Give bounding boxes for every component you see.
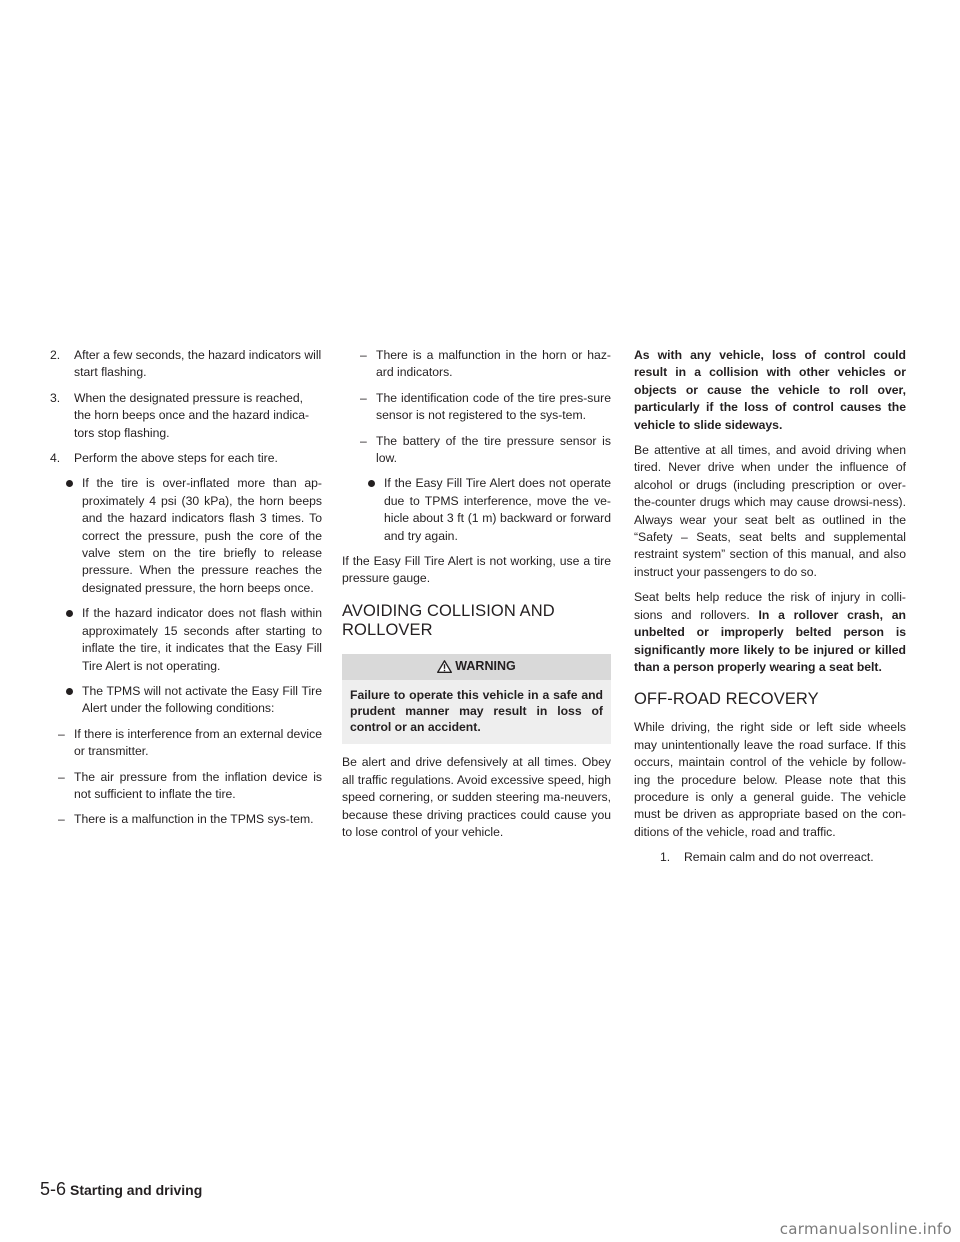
section-heading: OFF-ROAD RECOVERY bbox=[634, 690, 819, 709]
paragraph-text: Seat belts help reduce the risk of injury in colli-sions and rollovers. bbox=[634, 590, 906, 622]
paragraph: If the Easy Fill Tire Alert is not working, use a tire pressure gauge. bbox=[342, 554, 611, 586]
step-text: After a few seconds, the hazard indicators will start flashing. bbox=[74, 348, 322, 380]
bullet-icon bbox=[66, 480, 73, 487]
step-number: 3. bbox=[50, 390, 61, 405]
dash-text: The identification code of the tire pres-sure sensor is not registered to the sys-tem. bbox=[376, 390, 611, 423]
dash-item bbox=[40, 811, 322, 828]
list-item bbox=[40, 475, 322, 597]
step-1 bbox=[634, 849, 906, 866]
bullet-text: If the Easy Fill Tire Alert does not operate due to TPMS interference, move the ve-hicle about 3 ft (1 m) backward or forward and try again. bbox=[384, 476, 611, 543]
dash-text: There is a malfunction in the horn or haz-ard indicators. bbox=[376, 348, 611, 380]
step-text: Remain calm and do not overreact. bbox=[684, 850, 874, 865]
dash-text: The battery of the tire pressure sensor is low. bbox=[376, 433, 611, 466]
column-1 bbox=[40, 347, 322, 837]
bullet-icon bbox=[368, 480, 375, 487]
bold-paragraph: As with any vehicle, loss of control could result in a collision with other vehicles or objects or cause the vehicle to roll over, particularly if the loss of control causes the vehicle to slide sideways. bbox=[634, 348, 906, 432]
dash-mark: – bbox=[360, 348, 367, 362]
dash-item bbox=[342, 347, 611, 382]
page-footer bbox=[40, 1181, 202, 1200]
bullet-text: If the hazard indicator does not flash within approximately 15 seconds after starting to inflate the tire, it indicates that the Easy Fill Tire Alert is not operating. bbox=[82, 606, 322, 673]
step-4 bbox=[40, 450, 322, 467]
heading-line: AVOIDING COLLISION AND bbox=[342, 601, 555, 620]
paragraph bbox=[634, 589, 906, 676]
step-2 bbox=[40, 347, 322, 382]
dash-mark: – bbox=[58, 726, 65, 741]
warning-header bbox=[342, 654, 611, 680]
step-number: 2. bbox=[50, 348, 61, 362]
warning-icon bbox=[437, 660, 452, 673]
dash-item bbox=[40, 726, 322, 761]
bullet-icon bbox=[66, 610, 73, 617]
dash-mark: – bbox=[58, 812, 65, 827]
watermark: carmanualsonline.info bbox=[779, 1219, 952, 1238]
bullet-icon bbox=[66, 688, 73, 695]
list-item bbox=[40, 683, 322, 718]
step-text: Perform the above steps for each tire. bbox=[74, 451, 278, 466]
section-title: Starting and driving bbox=[70, 1182, 203, 1198]
heading-line: ROLLOVER bbox=[342, 620, 433, 639]
dash-item bbox=[342, 390, 611, 425]
dash-text: The air pressure from the inflation device is not sufficient to inflate the tire. bbox=[74, 769, 322, 801]
column-2 bbox=[342, 347, 611, 850]
list-item bbox=[342, 475, 611, 545]
dash-mark: – bbox=[360, 390, 367, 405]
dash-text: There is a malfunction in the TPMS sys-tem. bbox=[74, 812, 314, 827]
dash-mark: – bbox=[360, 433, 367, 448]
step-text: When the designated pressure is reached, the horn beeps once and the hazard indica-tors stop flashing. bbox=[74, 390, 310, 440]
section-heading bbox=[342, 602, 611, 640]
warning-body: Failure to operate this vehicle in a safe and prudent manner may result in loss of control or an accident. bbox=[342, 680, 611, 745]
dash-item bbox=[342, 433, 611, 468]
step-3 bbox=[40, 390, 322, 442]
warning-label: WARNING bbox=[455, 659, 516, 674]
step-number: 1. bbox=[660, 850, 671, 865]
paragraph: Be attentive at all times, and avoid driving when tired. Never drive when under the influence of alcohol or drugs (including prescription or over-the-counter drugs which may cause drowsi-ness). Always wear your seat belt as outlined in the “Safety – Seats, seat belts and supplemental restraint system” section of this manual, and also instruct your passengers to do so. bbox=[634, 443, 906, 579]
dash-item bbox=[40, 769, 322, 804]
bullet-text: The TPMS will not activate the Easy Fill Tire Alert under the following conditions: bbox=[82, 683, 322, 716]
page-number: 5-6 bbox=[40, 1179, 67, 1199]
paragraph: Be alert and drive defensively at all times. Obey all traffic regulations. Avoid excessive speed, high speed cornering, or sudden steering ma-neuvers, because these driving practices could cause you to lose control of your vehicle. bbox=[342, 755, 611, 840]
dash-mark: – bbox=[58, 769, 65, 784]
dash-text: If there is interference from an external device or transmitter. bbox=[74, 726, 322, 759]
paragraph-bold-text: In a rollover crash, an unbelted or improperly belted person is significantly more likely to be injured or killed than a person properly wearing a seat belt. bbox=[634, 607, 906, 674]
column-3 bbox=[634, 347, 906, 875]
list-item bbox=[40, 605, 322, 675]
step-number: 4. bbox=[50, 451, 61, 466]
paragraph: While driving, the right side or left side wheels may unintentionally leave the road surface. If this occurs, maintain control of the vehicle by follow-ing the procedure below. Please note that this procedure is only a general guide. The vehicle must be driven as appropriate based on the con-ditions of the vehicle, road and traffic. bbox=[634, 720, 906, 839]
bullet-text: If the tire is over-inflated more than ap-proximately 4 psi (30 kPa), the horn beeps and the hazard indicators flash 3 times. To correct the pressure, push the core of the valve stem on the tire briefly to release pressure. When the pressure reaches the designated pressure, the horn beeps once. bbox=[82, 476, 322, 595]
